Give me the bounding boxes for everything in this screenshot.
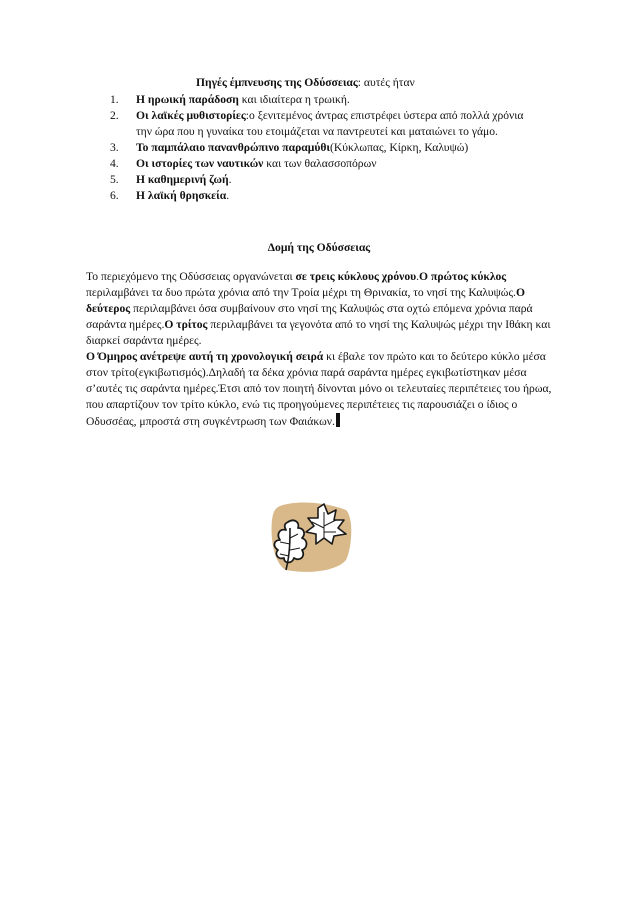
list-item-text: (Κύκλωπας, Κίρκη, Καλυψώ) <box>330 141 469 154</box>
list-item <box>110 108 530 140</box>
intro-line <box>196 75 415 91</box>
list-item <box>110 140 530 156</box>
list-item-bold: Η ηρωική παράδοση <box>136 93 239 106</box>
list-number: 5. <box>110 173 119 186</box>
list-item-text: και των θαλασσοπόρων <box>263 157 377 170</box>
list-item <box>110 92 530 108</box>
bold-run: σε τρεις κύκλους χρόνου <box>295 270 417 283</box>
list-item <box>110 172 530 188</box>
bold-run: Ο τρίτος <box>164 318 208 331</box>
list-item <box>110 156 530 172</box>
bold-run: Ο πρώτος κύκλος <box>419 270 507 283</box>
section-heading: Δομή της Οδύσσειας <box>267 241 371 254</box>
list-item-bold: Η καθημερινή ζωή <box>136 173 229 186</box>
text-run: κι έβαλε τον πρώτο και το δεύτερο κύκλο μέσα στον τρίτο(εγκιβωτισμός).Δηλαδή τα δέκα χρόνια παρά σαράντα ημέρες εγκιβωτίστηκαν μέσα σ’αυτές τις σαράντα ημέρες.Έτσι από τον ποιητή δίνονται μόνο οι τελευταίες περιπέτειες του ήρωα, που απαρτίζουν τον τρίτο κύκλο, ενώ τις προηγούμενες περιπέτειες τις παρουσιάζει ο ίδιος ο Οδυσσέας, μπροστά στη συγκέντρωση των Φαιάκων. <box>86 350 552 428</box>
list-item-bold: Οι λαϊκές μυθιστορίες <box>136 109 246 122</box>
text-run: Το περιεχόμενο της Οδύσσειας οργανώνεται <box>86 270 296 283</box>
intro-rest: : αυτές ήταν <box>357 76 415 89</box>
list-item-text: και ιδιαίτερα η τρωική. <box>238 93 350 106</box>
bold-run: Ο Όμηρος ανέτρεψε αυτή τη χρονολογική σειρά <box>86 350 324 363</box>
list-number: 2. <box>110 109 119 122</box>
list-item-text: . <box>226 189 230 202</box>
list-item-text: . <box>228 173 232 186</box>
bold-run: Ο δεύτερος <box>86 286 525 315</box>
list-number: 1. <box>110 93 119 106</box>
list-item <box>110 188 530 204</box>
list-item-bold: Το παμπάλαιο πανανθρώπινο παραμύθι <box>136 141 330 154</box>
text-run: περιλαμβάνει τα δυο πρώτα χρόνια από την Τροία μέχρι τη Θρινακία, το νησί της Καλυψώς. <box>86 286 516 299</box>
list-item-text: :ο ξενιτεμένος άντρας επιστρέφει ύστερα από πολλά χρόνια την ώρα που η γυναίκα του ετοιμάζεται να παντρευτεί και ματαιώνει το γάμο. <box>136 109 524 138</box>
text-run: . <box>416 270 420 283</box>
body-paragraph <box>86 269 556 430</box>
list-number: 3. <box>110 141 119 154</box>
sources-list <box>110 92 530 204</box>
text-run: περιλαμβάνει όσα συμβαίνουν στο νησί της Καλυψώς στα οχτώ επόμενα χρόνια παρά σαράντα ημέρες. <box>86 302 533 331</box>
list-number: 4. <box>110 157 119 170</box>
autumn-leaves-icon <box>266 498 356 578</box>
list-number: 6. <box>110 189 119 202</box>
list-item-bold: Οι ιστορίες των ναυτικών <box>136 157 264 170</box>
list-item-bold: Η λαϊκή θρησκεία <box>136 189 227 202</box>
text-run: περιλαμβάνει τα γεγονότα από το νησί της Καλυψώς μέχρι την Ιθάκη και διαρκεί σαράντα ημέρες. <box>86 318 551 347</box>
text-cursor <box>336 413 340 427</box>
intro-title: Πηγές έμπνευσης της Οδύσσειας <box>196 76 358 89</box>
